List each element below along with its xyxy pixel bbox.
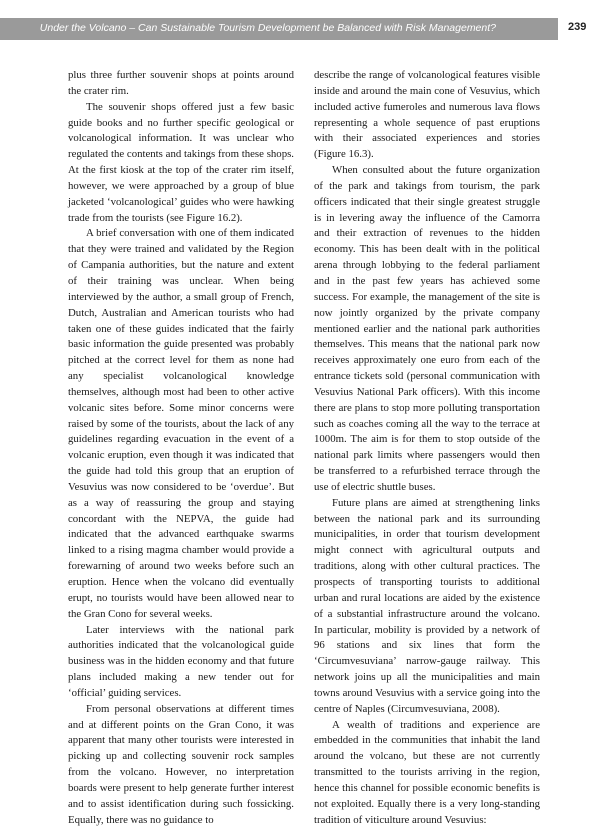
- paragraph: describe the range of volcanological features visible inside and around the main cone of Vesuvius, which included active fumeroles and numerous lava flows representing a whole sequence of past eruptions with their associated experiences and stories (Figure 16.3).: [314, 69, 540, 161]
- header-band: [0, 18, 558, 40]
- page-number: 239: [568, 21, 587, 33]
- paragraph: Later interviews with the national park authorities indicated that the volcanological guide business was in the hidden economy and that future plans included making a new tender out for ‘official’ guiding services.: [68, 623, 294, 699]
- paragraph: From personal observations at different times and at different points on the Gran Cono, it was apparent that many other tourists were interested in picking up and collecting souvenir rock samples from the volcano. However, no interpretation boards were present to help generate further interest and to assist identification during such fossicking. Equally, there was no guidance to: [68, 702, 294, 826]
- paragraph: Future plans are aimed at strengthening links between the national park and its surrounding municipalities, in order that tourism development might connect with agricultural outputs and traditions, along with other cultural practices. The prospects of transporting tourists to additional urban and rural locations are aided by the existence of a substantial infrastructure around the volcano. In particular, mobility is provided by a network of 96 stations and six lines that form the ‘Circumvesuviana’ narrow-gauge railway. This network joins up all the municipalities and main towns around Vesuvius with a service going into the centre of Naples (Circumvesuviana, 2008).: [314, 496, 540, 715]
- paragraph: A wealth of traditions and experience are embedded in the communities that inhabit the land around the volcano, but these are not currently transmitted to the tourists arriving in the region, hence this channel for possible economic benefits is not exploited. Equally there is a very long-standing tradition of viticulture around Vesuvius:: [314, 718, 540, 826]
- right-column: [314, 68, 540, 829]
- paragraph: A brief conversation with one of them indicated that they were trained and validated by the Region of Campania authorities, but the nature and extent of their training was unclear. When being interviewed by the author, a small group of French, Dutch, Australian and American tourists who had taken one of these guides indicated that the fairly basic information the guide presented was probably pitched at the correct level for them as none had any specialist volcanological knowledge themselves, although most had been to other active volcanic sites before. Some minor concerns were raised by some of the tourists, about the lack of any guidelines regarding evacuation in the event of a volcanic eruption, even though it was indicated that the guide had told this group that an eruption of Vesuvius was now considered to be ‘overdue’. But as a way of reassuring the group and staying concordant with the NEPVA, the guide had indicated that the advanced earthquake swarms linked to a rising magma chamber would provide a forewarning of around two weeks before such an eruption. Hence when the volcano did eventually erupt, no tourists would have been allowed near to the Gran Cono for several weeks.: [68, 227, 294, 620]
- running-header: [0, 18, 613, 40]
- left-column: [68, 68, 294, 829]
- paragraph: When consulted about the future organization of the park and takings from tourism, the park officers indicated that their single greatest struggle is in levering away the influence of the Camorra and their extraction of revenues to the hidden economy. This has been dealt with in the political arena through lobbying to the federal parliament and in the past few years has achieved some success. For example, the management of the site is now jointly organized by the private company mentioned earlier and the national park authorities themselves. This means that the national park now receives approximately one euro from each of the entrance tickets sold (personal communication with Vesuvius National Park officers). With this income there are plans to stop more polluting transportation such as coaches coming all the way to the terrace at 1000m. The aim is for them to stop outside of the national park limits where passengers would then be transferred to a refurbished terrace through the use of electric shuttle buses.: [314, 164, 540, 493]
- paragraph: plus three further souvenir shops at points around the crater rim.: [68, 69, 294, 97]
- paragraph: The souvenir shops offered just a few basic guide books and no further specific geological or volcanological information. It was unclear who regulated the contents and takings from these shops. At the first kiosk at the top of the crater rim itself, however, we were approached by a group of blue jacketed ‘volcanological’ guides who were hawking trade from the tourists (see Figure 16.2).: [68, 100, 294, 224]
- running-title: Under the Volcano – Can Sustainable Tourism Development be Balanced with Risk Management?: [39, 22, 496, 34]
